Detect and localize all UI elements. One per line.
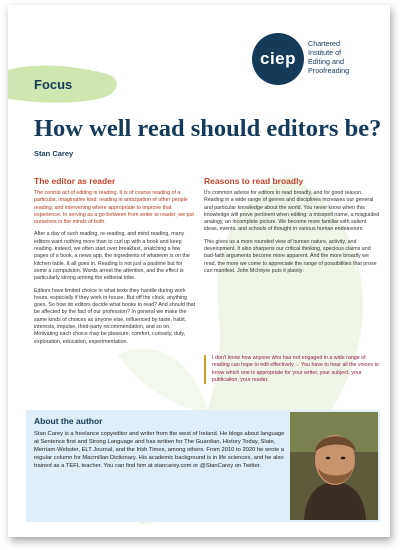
page bbox=[8, 5, 390, 537]
org-name: Chartered Institute of Editing and Proofreading bbox=[308, 39, 350, 75]
about-heading: About the author bbox=[34, 416, 103, 426]
column-right bbox=[204, 190, 380, 280]
pull-quote: I don't know how anyone who has not engaged in a wide range of reading can hope to edit effectively ... You have to hear all the voices to know which one is appropriate for your writer, your subject, your publication, your reader. bbox=[204, 355, 384, 384]
heading-reasons-to-read: Reasons to read broadly bbox=[204, 176, 304, 186]
article-title: How well read should editors be? bbox=[34, 115, 382, 142]
paragraph: After a day of such reading, re-reading, and mind reading, many editors want nothing more than to curl up with a book and keep reading. Indeed, we often start over breakfast, snatching a few pages of a book, a news app, the ingredients of whatever is on the kitchen table. It all goes in. Reading is not just a pastime but for some a compulsion. Words arrest the attention, and the effect is particularly strong among the editorial tribe. bbox=[34, 231, 190, 282]
paragraph: Editors have limited choice in what texts they handle during work hours, especially if they work in-house. But off the clock, anything goes. So how do editors decide what books to read? And should that be affected by the fact of our profession? In general we make the same kinds of choices as anyone else, influenced by taste, habit, interests, impulse, third-party recommendation, and so on. Motivating each choice may be pleasure, comfort, curiosity, duty, exploration, education, experimentation. bbox=[34, 287, 196, 345]
heading-editor-as-reader: The editor as reader bbox=[34, 176, 116, 186]
ciep-logo-text: ciep bbox=[259, 49, 297, 68]
article-author: Stan Carey bbox=[34, 149, 74, 158]
column-left bbox=[34, 190, 196, 351]
about-text: Stan Carey is a freelance copyeditor and writer from the west of Ireland. He blogs about language at Sentence first and Strong Language and has written for The Guardian, History Today, Slate, Merriam-Webster, ELT Journal, and the Irish Times, among others. From 2010 to 2020 he wrote a regular column for Macmillan Dictionary. His academic background is in life sciences, and he also trained as a TEFL teacher. You can find him at stancarey.com or @StanCarey on Twitter. bbox=[34, 431, 285, 469]
section-label: Focus bbox=[34, 77, 73, 92]
about-author-panel bbox=[26, 410, 380, 522]
paragraph: It's common advice for editors to read broadly, and for good reason. Reading in a wide range of genres and disciplines increases our general and particular knowledge about the world. You never know when this knowledge will prove pertinent when editing: a misspelt name, a misguided analogy, an incomplete picture. We become more familiar with salient ideas, events, and schools of thought in various human endeavours. bbox=[204, 190, 380, 233]
author-photo bbox=[290, 412, 378, 520]
paragraph: This gives us a more rounded view of human nature, activity, and development. It also sharpens our critical thinking, specious claims and bad-faith arguments become more apparent. And the more broadly we read, the more we come to appreciate the range of possibilities that prose can manifest. John McIntyre puts it plainly: bbox=[204, 238, 377, 274]
intro-paragraph: The central act of editing is reading. It is of course reading of a particular, imaginative kind: reading in anticipation of other people reading, and intervening where appropriate to improve that experience. In serving as a go-between from writer to reader, we put ourselves in the minds of both. bbox=[34, 190, 194, 226]
